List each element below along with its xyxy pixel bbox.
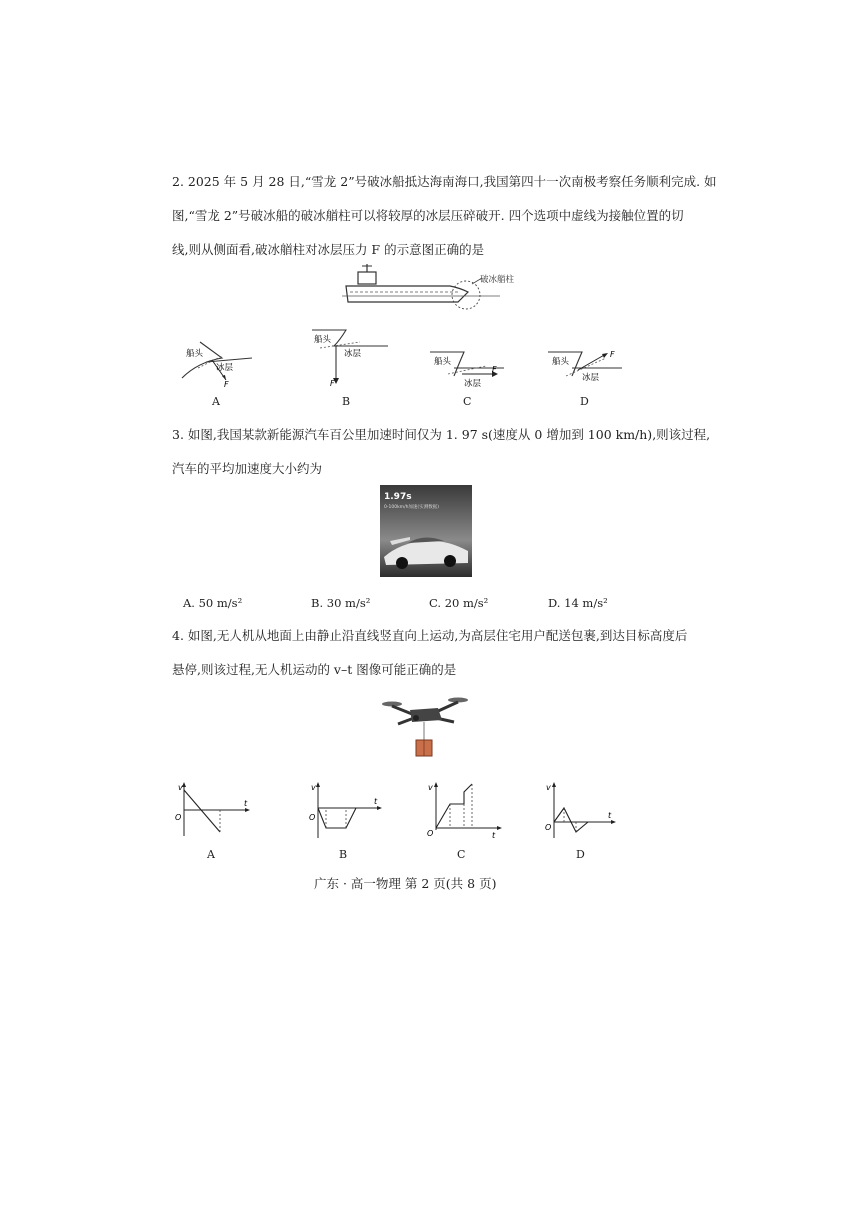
q2-option-c[interactable]: C xyxy=(463,395,472,408)
q3-choice-d[interactable]: D. 14 m/s² xyxy=(548,596,608,610)
vt-graph-a xyxy=(174,780,254,840)
q2-option-b[interactable]: B xyxy=(342,395,351,408)
svg-text:v: v xyxy=(311,783,316,792)
vt-graph-b xyxy=(306,780,386,840)
svg-text:v: v xyxy=(428,783,433,792)
vt-graph-c xyxy=(424,780,504,840)
svg-text:v: v xyxy=(546,783,551,792)
q2-line-2: 图,“雪龙 2”号破冰船的破冰艏柱可以将较厚的冰层压碎破开. 四个选项中虚线为接触位置的切 xyxy=(172,208,684,223)
svg-text:冰层: 冰层 xyxy=(582,373,600,383)
car-photo xyxy=(380,485,472,577)
svg-text:船头: 船头 xyxy=(186,349,204,359)
q4-option-b[interactable]: B xyxy=(339,848,348,861)
svg-text:F: F xyxy=(610,350,615,359)
q3-line-2: 汽车的平均加速度大小约为 xyxy=(172,461,323,476)
page-footer: 广东 · 高一物理 第 2 页(共 8 页) xyxy=(314,876,497,891)
svg-text:O: O xyxy=(175,813,182,822)
q2-option-c-diagram xyxy=(428,348,508,388)
q4-option-a[interactable]: A xyxy=(207,848,215,861)
svg-text:船头: 船头 xyxy=(552,357,570,367)
svg-text:船头: 船头 xyxy=(314,335,332,345)
svg-text:冰层: 冰层 xyxy=(464,379,482,389)
ship-bow-label: 破冰艏柱 xyxy=(480,275,515,285)
svg-text:v: v xyxy=(178,783,183,792)
svg-text:t: t xyxy=(374,797,378,806)
svg-text:O: O xyxy=(545,823,552,832)
q2-option-a-diagram xyxy=(180,340,260,388)
q2-option-d[interactable]: D xyxy=(580,395,589,408)
photo-time: 1.97s xyxy=(384,492,412,502)
q2-line-1: 2. 2025 年 5 月 28 日,“雪龙 2”号破冰船抵达海南海口,我国第四十一次南极考察任务顺利完成. 如 xyxy=(172,174,717,189)
svg-text:O: O xyxy=(309,813,316,822)
q3-choice-a[interactable]: A. 50 m/s² xyxy=(183,596,243,610)
q4-line-2: 悬停,则该过程,无人机运动的 v–t 图像可能正确的是 xyxy=(172,662,457,677)
svg-text:冰层: 冰层 xyxy=(216,363,234,373)
photo-caption: 0-100km/h加速(实测数据) xyxy=(384,505,439,510)
icebreaker-ship-figure xyxy=(340,262,515,318)
vt-graph-d xyxy=(542,780,622,840)
q3-choice-b[interactable]: B. 30 m/s² xyxy=(311,596,371,610)
q4-option-d[interactable]: D xyxy=(576,848,585,861)
q3-choice-c[interactable]: C. 20 m/s² xyxy=(429,596,489,610)
svg-text:船头: 船头 xyxy=(434,357,452,367)
q3-line-1: 3. 如图,我国某款新能源汽车百公里加速时间仅为 1. 97 s(速度从 0 增加到 100 km/h),则该过程, xyxy=(172,427,711,442)
svg-text:O: O xyxy=(427,829,434,838)
svg-text:冰层: 冰层 xyxy=(344,349,362,359)
q2-option-d-diagram xyxy=(546,348,626,388)
q2-line-3: 线,则从侧面看,破冰艏柱对冰层压力 F 的示意图正确的是 xyxy=(172,242,485,257)
svg-text:t: t xyxy=(608,811,612,820)
svg-text:t: t xyxy=(244,799,248,808)
drone-figure xyxy=(378,690,470,762)
q2-option-a[interactable]: A xyxy=(212,395,220,408)
svg-text:F: F xyxy=(330,379,335,388)
q2-option-b-diagram xyxy=(310,326,390,388)
q4-line-1: 4. 如图,无人机从地面上由静止沿直线竖直向上运动,为高层住宅用户配送包裹,到达目标高度后 xyxy=(172,628,688,643)
svg-text:F: F xyxy=(492,365,497,374)
svg-text:t: t xyxy=(492,831,496,840)
q4-option-c[interactable]: C xyxy=(457,848,466,861)
svg-text:F: F xyxy=(224,380,229,389)
